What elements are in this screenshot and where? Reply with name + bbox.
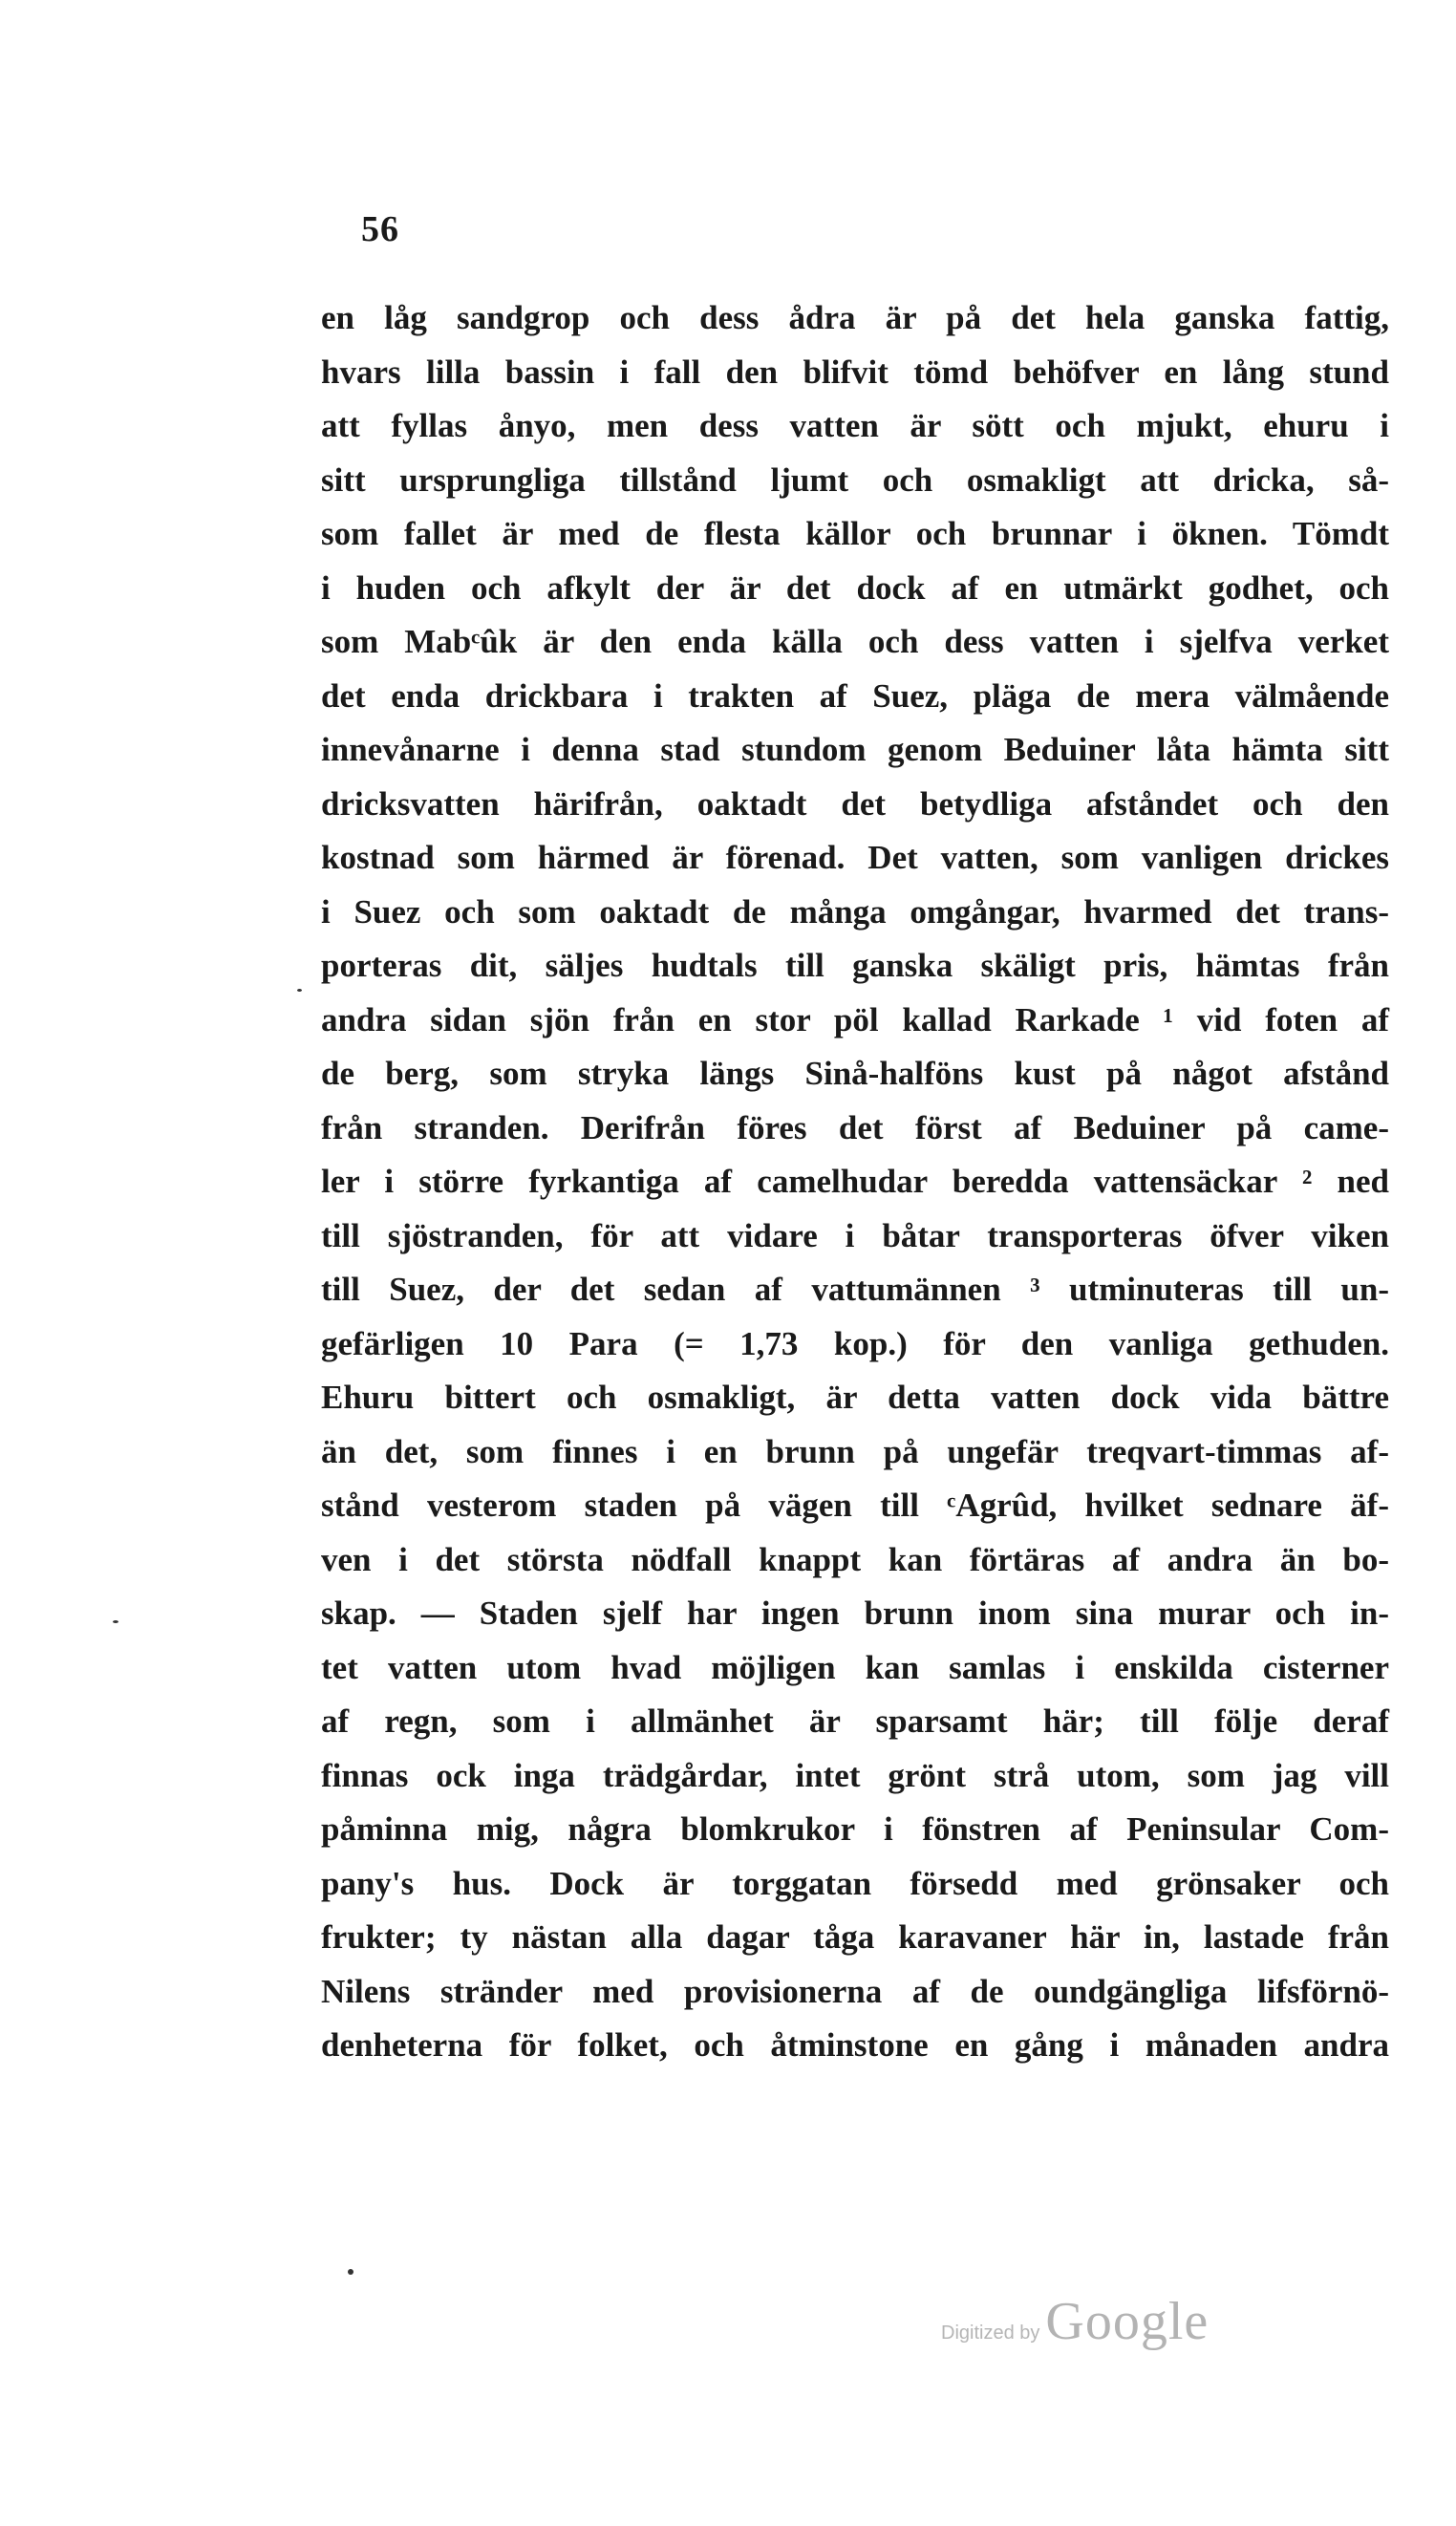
text-line: kostnad som härmed är förenad. Det vatten, som vanligen drickes (321, 839, 1389, 876)
text-line: det enda drickbara i trakten af Suez, pläga de mera välmående (321, 676, 1389, 715)
text-line: sitt ursprungliga tillstånd ljumt och osmakligt att dricka, så- (321, 460, 1389, 499)
text-line: andra sidan sjön från en stor pöl kallad Rarkade ¹ vid foten af (321, 1000, 1389, 1038)
text-line: som fallet är med de flesta källor och brunnar i öknen. Tömdt (321, 515, 1389, 552)
text-line: stånd vesterom staden på vägen till ᶜAgrûd, hvilket sednare äf- (321, 1487, 1389, 1524)
text-line: än det, som finnes i en brunn på ungefär treqvart-timmas af- (321, 1432, 1389, 1470)
text-line: innevånarne i denna stad stundom genom Beduiner låta hämta sitt (321, 731, 1389, 768)
scan-speck (348, 2269, 353, 2275)
text-line: att fyllas ånyo, men dess vatten är sött och mjukt, ehuru i (321, 407, 1389, 444)
scan-speck (297, 989, 302, 992)
text-line: porteras dit, säljes hudtals till ganska skäligt pris, hämtas från (321, 947, 1389, 984)
page-number: 56 (361, 209, 399, 249)
text-line: finnas ock inga trädgårdar, intet grönt strå utom, som jag vill (321, 1756, 1389, 1794)
scan-speck (113, 1620, 118, 1623)
text-line: i Suez och som oaktadt de många omgångar, hvarmed det trans- (321, 892, 1389, 931)
text-line: frukter; ty nästan alla dagar tåga karavaner här in, lastade från (321, 1918, 1389, 1956)
text-line: i huden och afkylt der är det dock af en utmärkt godhet, och (321, 568, 1389, 607)
text-line: hvars lilla bassin i fall den blifvit tömd behöfver en lång stund (321, 353, 1389, 391)
text-line: påminna mig, några blomkrukor i fönstren af Peninsular Com- (321, 1810, 1389, 1848)
text-line: pany's hus. Dock är torggatan försedd med grönsaker och (321, 1864, 1389, 1902)
text-line: ven i det största nödfall knappt kan förtäras af andra än bo- (321, 1540, 1389, 1578)
text-line: från stranden. Derifrån föres det först af Beduiner på came- (321, 1108, 1389, 1146)
text-line: dricksvatten härifrån, oaktadt det betydliga afståndet och den (321, 784, 1389, 823)
text-line: denheterna för folket, och åtminstone en gång i månaden andra (321, 2026, 1389, 2064)
google-logo: Google (1045, 2292, 1210, 2351)
digitized-by-google-watermark (941, 2291, 1209, 2352)
text-line: Nilens stränder med provisionerna af de oundgängliga lifsförnö- (321, 1972, 1389, 2010)
digitized-label: Digitized by (941, 2323, 1040, 2344)
text-line: de berg, som stryka längs Sinå-halföns kust på något afstånd (321, 1055, 1389, 1092)
text-line: gefärligen 10 Para (= 1,73 kop.) för den vanliga gethuden. (321, 1324, 1389, 1362)
text-line: som Mabᶜûk är den enda källa och dess vatten i sjelfva verket (321, 623, 1389, 660)
text-line: tet vatten utom hvad möjligen kan samlas i enskilda cisterner (321, 1648, 1389, 1686)
text-line: skap. — Staden sjelf har ingen brunn inom sina murar och in- (321, 1595, 1389, 1632)
text-line: af regn, som i allmänhet är sparsamt här; till följe deraf (321, 1702, 1389, 1740)
text-line: ler i större fyrkantiga af camelhudar beredda vattensäckar ² ned (321, 1163, 1389, 1200)
text-line: Ehuru bittert och osmakligt, är detta vatten dock vida bättre (321, 1379, 1389, 1416)
body-text (321, 291, 1389, 2073)
text-line: en låg sandgrop och dess ådra är på det hela ganska fattig, (321, 299, 1389, 336)
text-line: till Suez, der det sedan af vattumännen ³ utminuteras till un- (321, 1271, 1389, 1308)
text-line: till sjöstranden, för att vidare i båtar transporteras öfver viken (321, 1216, 1389, 1254)
